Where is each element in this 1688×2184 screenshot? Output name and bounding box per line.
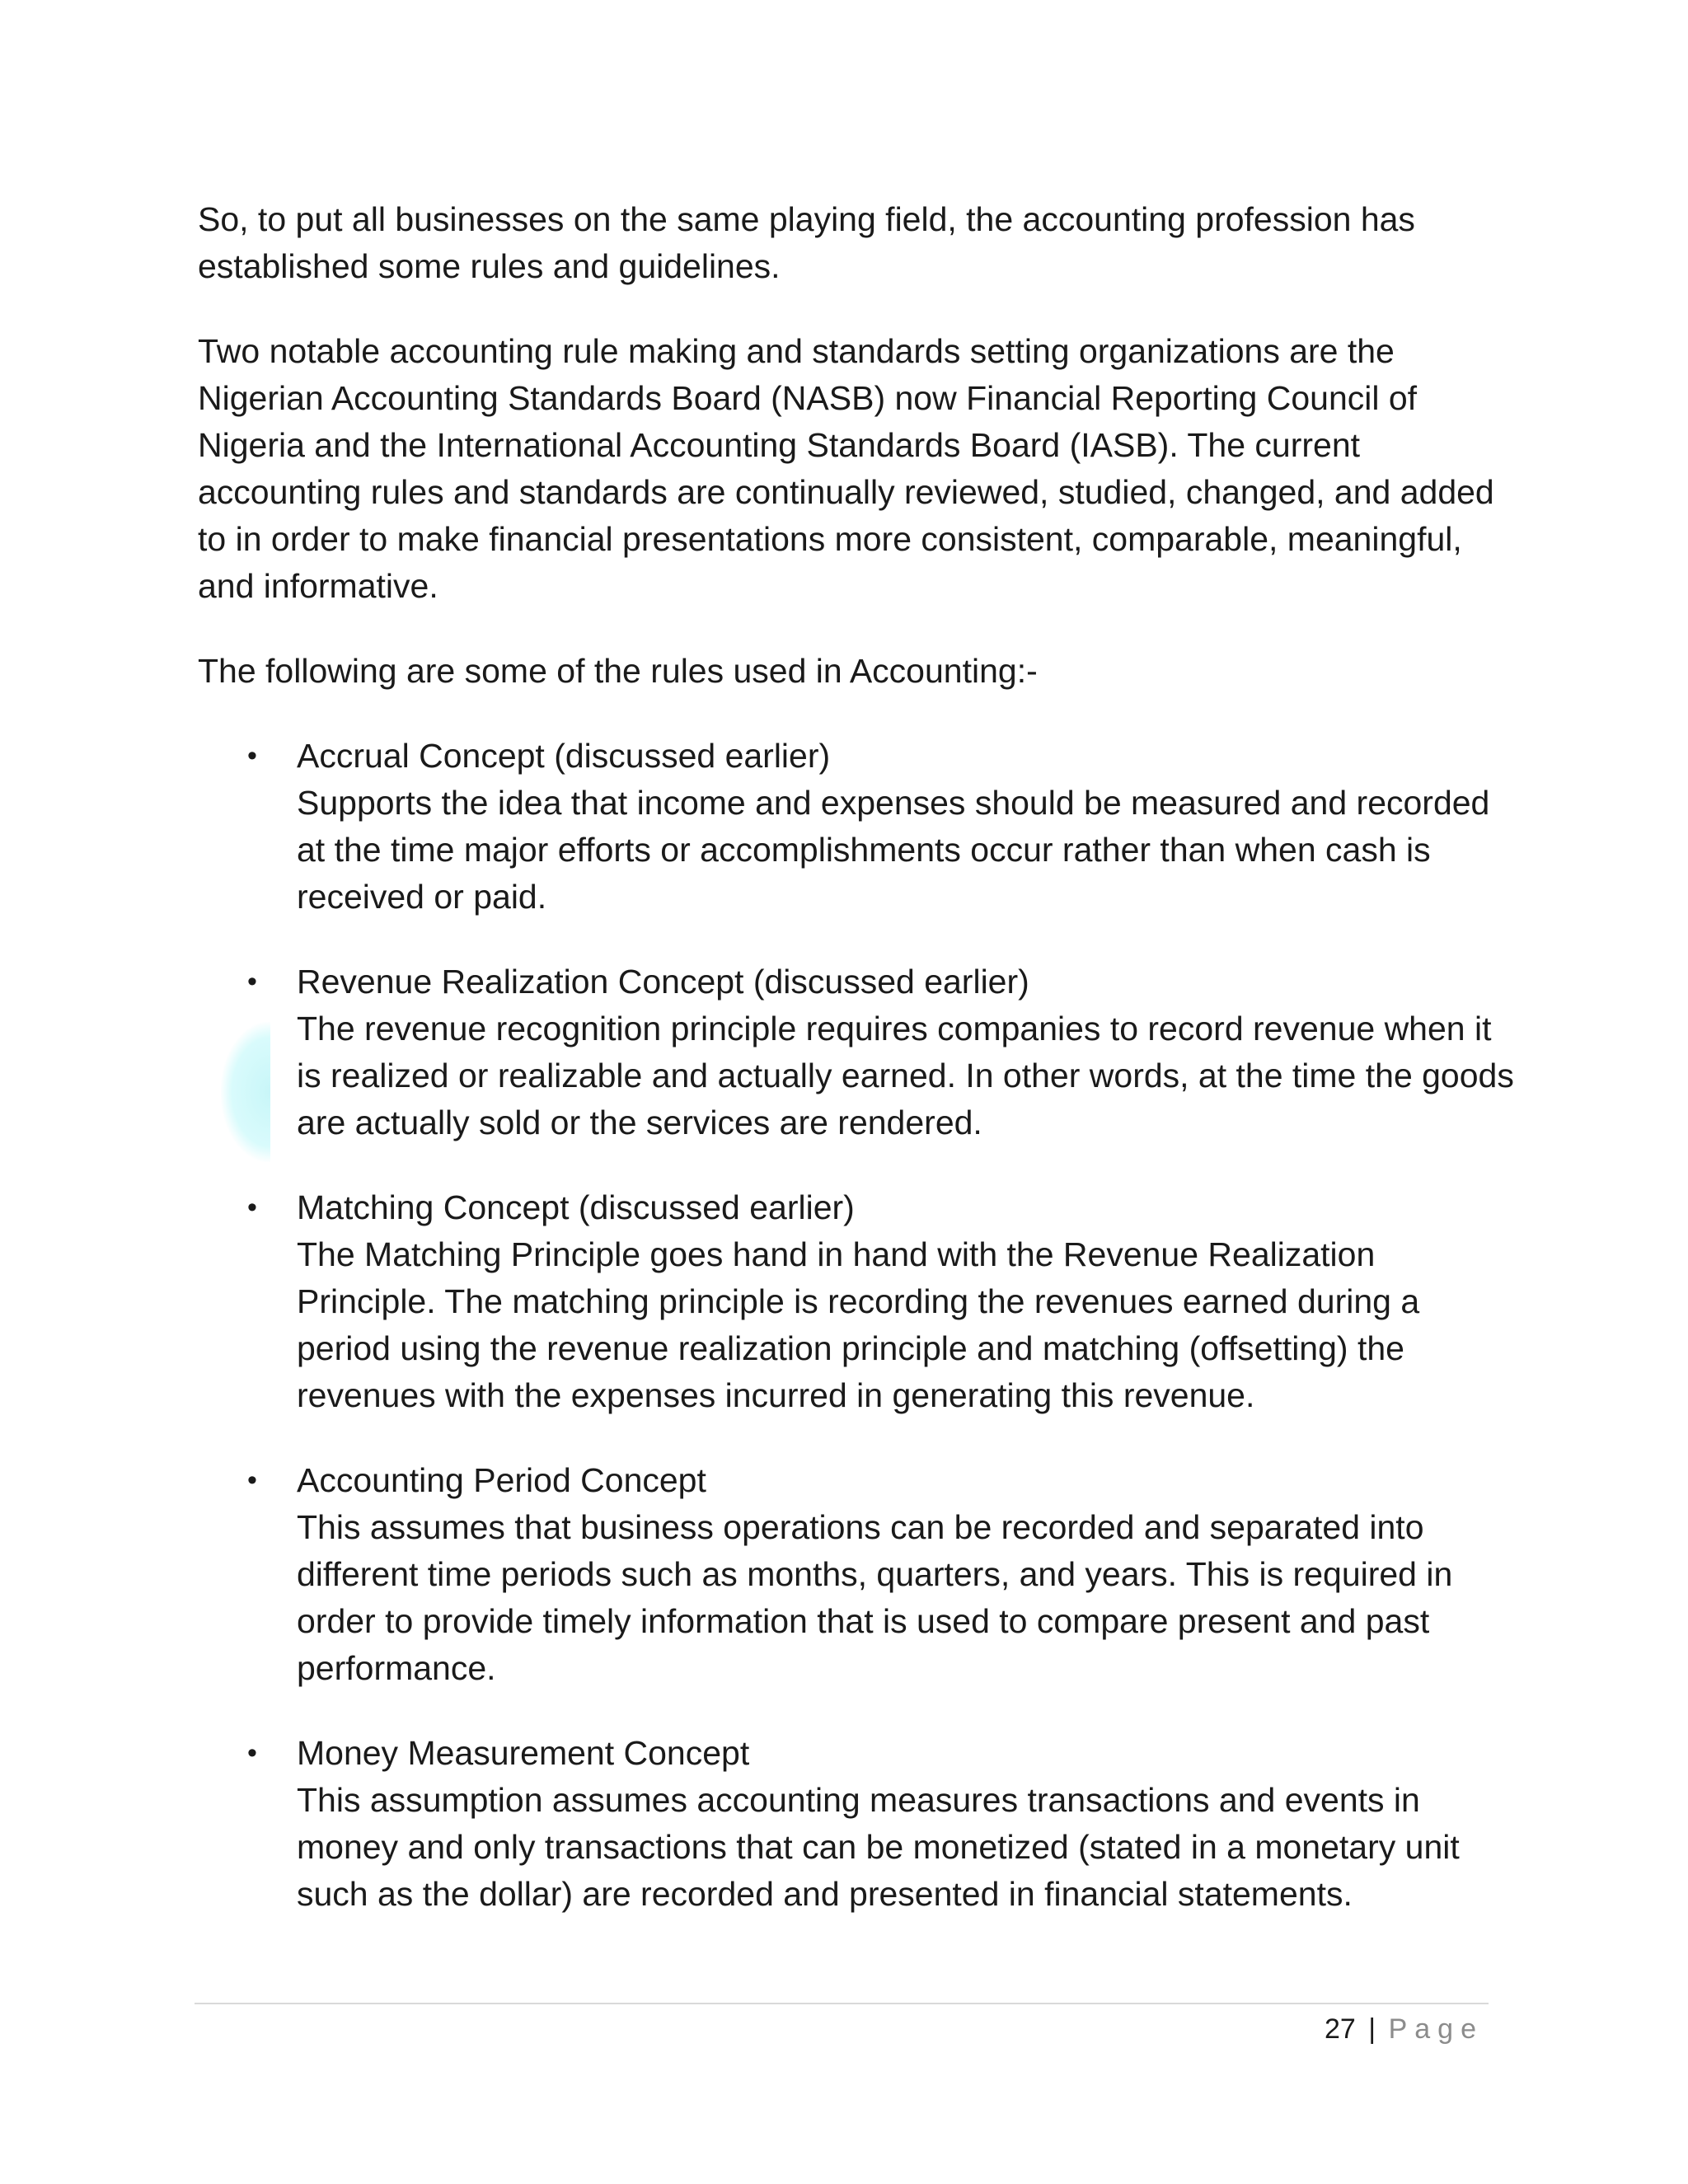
footer-separator: | — [1368, 2013, 1376, 2045]
list-item — [198, 958, 1517, 1146]
page-label: Page — [1388, 2013, 1484, 2045]
bullet-icon: • — [247, 1192, 257, 1223]
rule-title: Matching Concept (discussed earlier) — [297, 1188, 855, 1226]
bullet-icon: • — [247, 1465, 257, 1496]
rule-description: The Matching Principle goes hand in hand with the Revenue Realization Principle. The matching principle is recording the revenues earned during a period using the revenue realization principle and matching (offsetting) the revenues with the expenses incurred in generating this revenue. — [297, 1235, 1420, 1414]
footer-divider — [195, 2003, 1489, 2004]
bullet-icon: • — [247, 740, 257, 771]
rule-title: Accrual Concept (discussed earlier) — [297, 737, 831, 775]
rules-intro-paragraph: The following are some of the rules used in Accounting:- — [198, 652, 1038, 690]
list-item — [198, 1730, 1517, 1918]
rule-description: Supports the idea that income and expenses should be measured and recorded at the time major efforts or accomplishments occur rather than when cash is received or paid. — [297, 784, 1490, 916]
intro-paragraph: So, to put all businesses on the same playing field, the accounting profession has established some rules and guidelines. — [198, 200, 1415, 285]
rule-description: This assumes that business operations can be recorded and separated into different time periods such as months, quarters, and years. This is required in order to provide timely information that is used to compare present and past performance. — [297, 1508, 1453, 1687]
rule-description: The revenue recognition principle requires companies to record revenue when it is realized or realizable and actually earned. In other words, at the time the goods are actually sold or the services are rendered. — [297, 1010, 1514, 1141]
accounting-rules-list — [198, 733, 1517, 1918]
list-item — [198, 1457, 1517, 1692]
list-item — [198, 1184, 1517, 1419]
rule-title: Accounting Period Concept — [297, 1461, 706, 1499]
page-number: 27 — [1325, 2013, 1356, 2045]
standards-bodies-paragraph: Two notable accounting rule making and standards setting organizations are the Nigerian Accounting Standards Board (NASB) now Financial Reporting Council of Nigeria and the International Accounting Standards Board (IASB). The current accounting rules and standards are continually reviewed, studied, changed, and added to in order to make financial presentations more consistent, comparable, meaningful, and informative. — [198, 332, 1494, 605]
rule-title: Money Measurement Concept — [297, 1734, 750, 1772]
page-body — [198, 196, 1517, 1956]
bullet-icon: • — [247, 1737, 257, 1769]
rule-title: Revenue Realization Concept (discussed earlier) — [297, 963, 1029, 1001]
list-item — [198, 733, 1517, 921]
bullet-icon: • — [247, 966, 257, 997]
page-footer — [1325, 2011, 1484, 2047]
rule-description: This assumption assumes accounting measures transactions and events in money and only transactions that can be monetized (stated in a monetary unit such as the dollar) are recorded and presented in financial statements. — [297, 1781, 1460, 1913]
